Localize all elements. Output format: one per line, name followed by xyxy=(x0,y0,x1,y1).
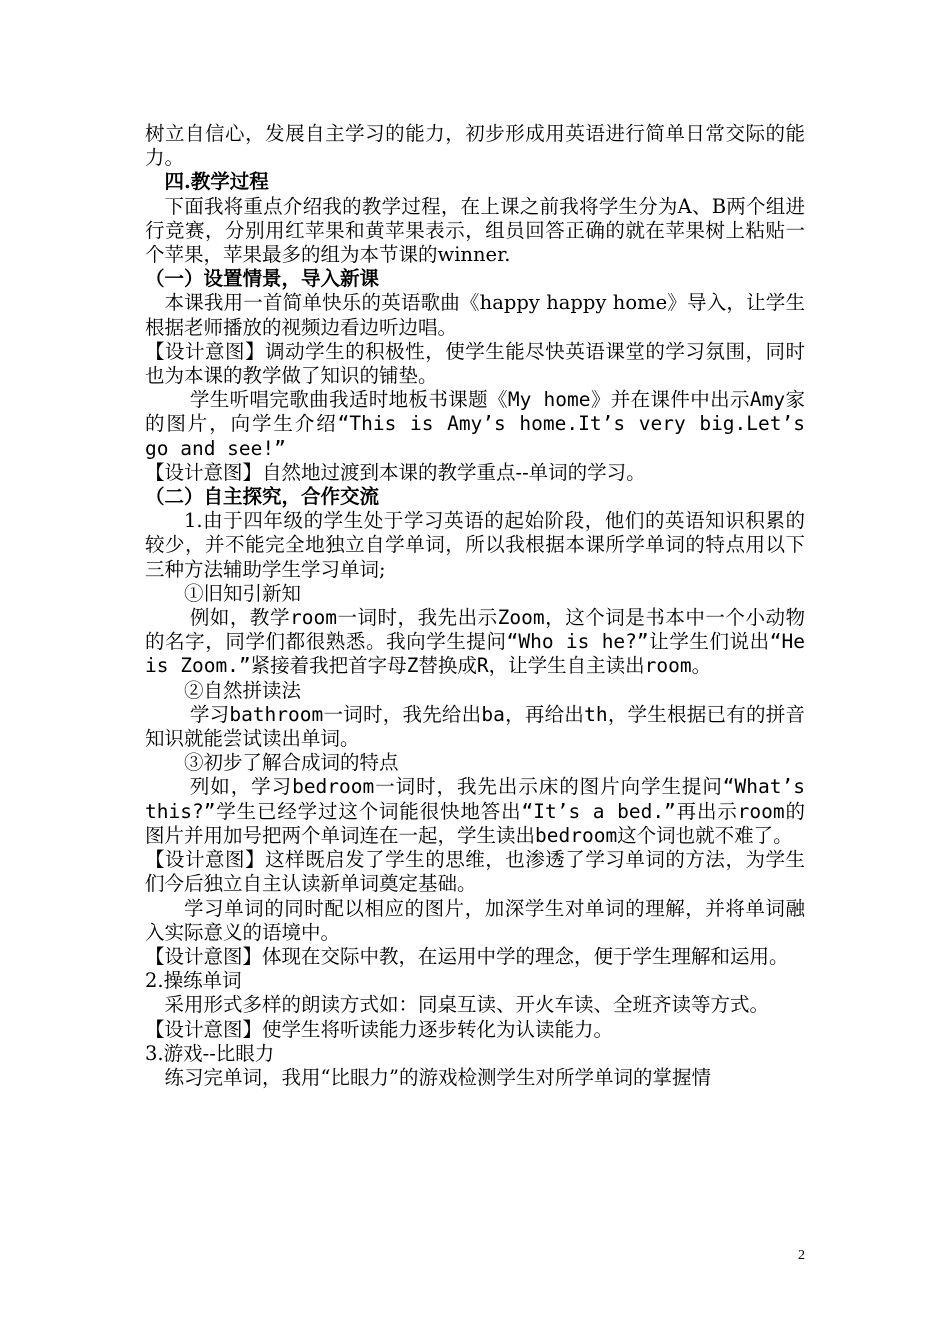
paragraph: 列如，学习bedroom一词时，我先出示床的图片向学生提问“What’s this?”学生已经学过这个词能很快地答出“It’s a bed.”再出示room的图片并用加号把两个单词连在一起，学生读出bedroom这个词也就不难了。 xyxy=(145,775,805,847)
design-intent-paragraph: 【设计意图】调动学生的积极性，使学生能尽快英语课堂的学习氛围，同时也为本课的教学做了知识的铺垫。 xyxy=(145,339,805,388)
paragraph: 树立自信心，发展自主学习的能力，初步形成用英语进行简单日常交际的能力。 xyxy=(145,122,805,170)
design-intent-paragraph: 【设计意图】这样既启发了学生的思维，也渗透了学习单词的方法，为学生们今后独立自主认读新单词奠定基础。 xyxy=(145,848,805,896)
page-number: 2 xyxy=(798,1248,805,1263)
paragraph: 练习完单词，我用“比眼力”的游戏检测学生对所学单词的掌握情 xyxy=(164,1065,711,1089)
paragraph: 1.由于四年级的学生处于学习英语的起始阶段，他们的英语知识积累的较少，并不能完全地独立自学单词，所以我根据本课所学单词的特点用以下三种方法辅助学生学习单词; xyxy=(145,509,805,581)
design-intent-paragraph: 【设计意图】使学生将听读能力逐步转化为认读能力。 xyxy=(145,1017,614,1041)
section-heading: 四.教学过程 xyxy=(164,170,269,194)
design-intent-paragraph: 【设计意图】体现在交际中教，在运用中学的理念，便于学生理解和运用。 xyxy=(145,944,789,968)
paragraph: 采用形式多样的朗读方式如：同桌互读、开火车读、全班齐读等方式。 xyxy=(164,993,770,1017)
paragraph: 学习单词的同时配以相应的图片，加深学生对单词的理解，并将单词融入实际意义的语境中。 xyxy=(145,896,805,944)
method-heading: ③初步了解合成词的特点 xyxy=(184,751,399,775)
section-heading: （二）自主探究，合作交流 xyxy=(145,485,380,509)
paragraph: 例如，教学room一词时，我先出示Zoom，这个词是书本中一个小动物的名字，同学们都很熟悉。我向学生提问“Who is he?”让学生们说出“He is Zoom.”紧接着我把首字母Z替换成R，让学生自主读出room。 xyxy=(145,606,805,678)
subsection-heading: 3.游戏--比眼力 xyxy=(145,1041,275,1065)
paragraph: 本课我用一首简单快乐的英语歌曲《happy happy home》导入，让学生根据老师播放的视频边看边听边唱。 xyxy=(145,291,805,339)
section-heading: （一）设置情景，导入新课 xyxy=(145,267,380,291)
design-intent-paragraph: 【设计意图】自然地过渡到本课的教学重点--单词的学习。 xyxy=(145,460,646,484)
subsection-heading: 2.操练单词 xyxy=(145,969,242,993)
paragraph: 学习bathroom一词时，我先给出ba，再给出th，学生根据已有的拼音知识就能尝试读出单词。 xyxy=(145,702,805,751)
paragraph: 下面我将重点介绍我的教学过程，在上课之前我将学生分为A、B两个组进行竞赛，分别用红苹果和黄苹果表示，组员回答正确的就在苹果树上粘贴一个苹果，苹果最多的组为本节课的winner. xyxy=(145,194,805,267)
method-heading: ②自然拼读法 xyxy=(184,678,302,702)
method-heading: ①旧知引新知 xyxy=(184,581,302,605)
paragraph: 学生听唱完歌曲我适时地板书课题《My home》并在课件中出示Amy家的图片，向学生介绍“This is Amy’s home.It’s very big.Let’s go and see!” xyxy=(145,388,805,460)
document-body xyxy=(145,122,805,1090)
